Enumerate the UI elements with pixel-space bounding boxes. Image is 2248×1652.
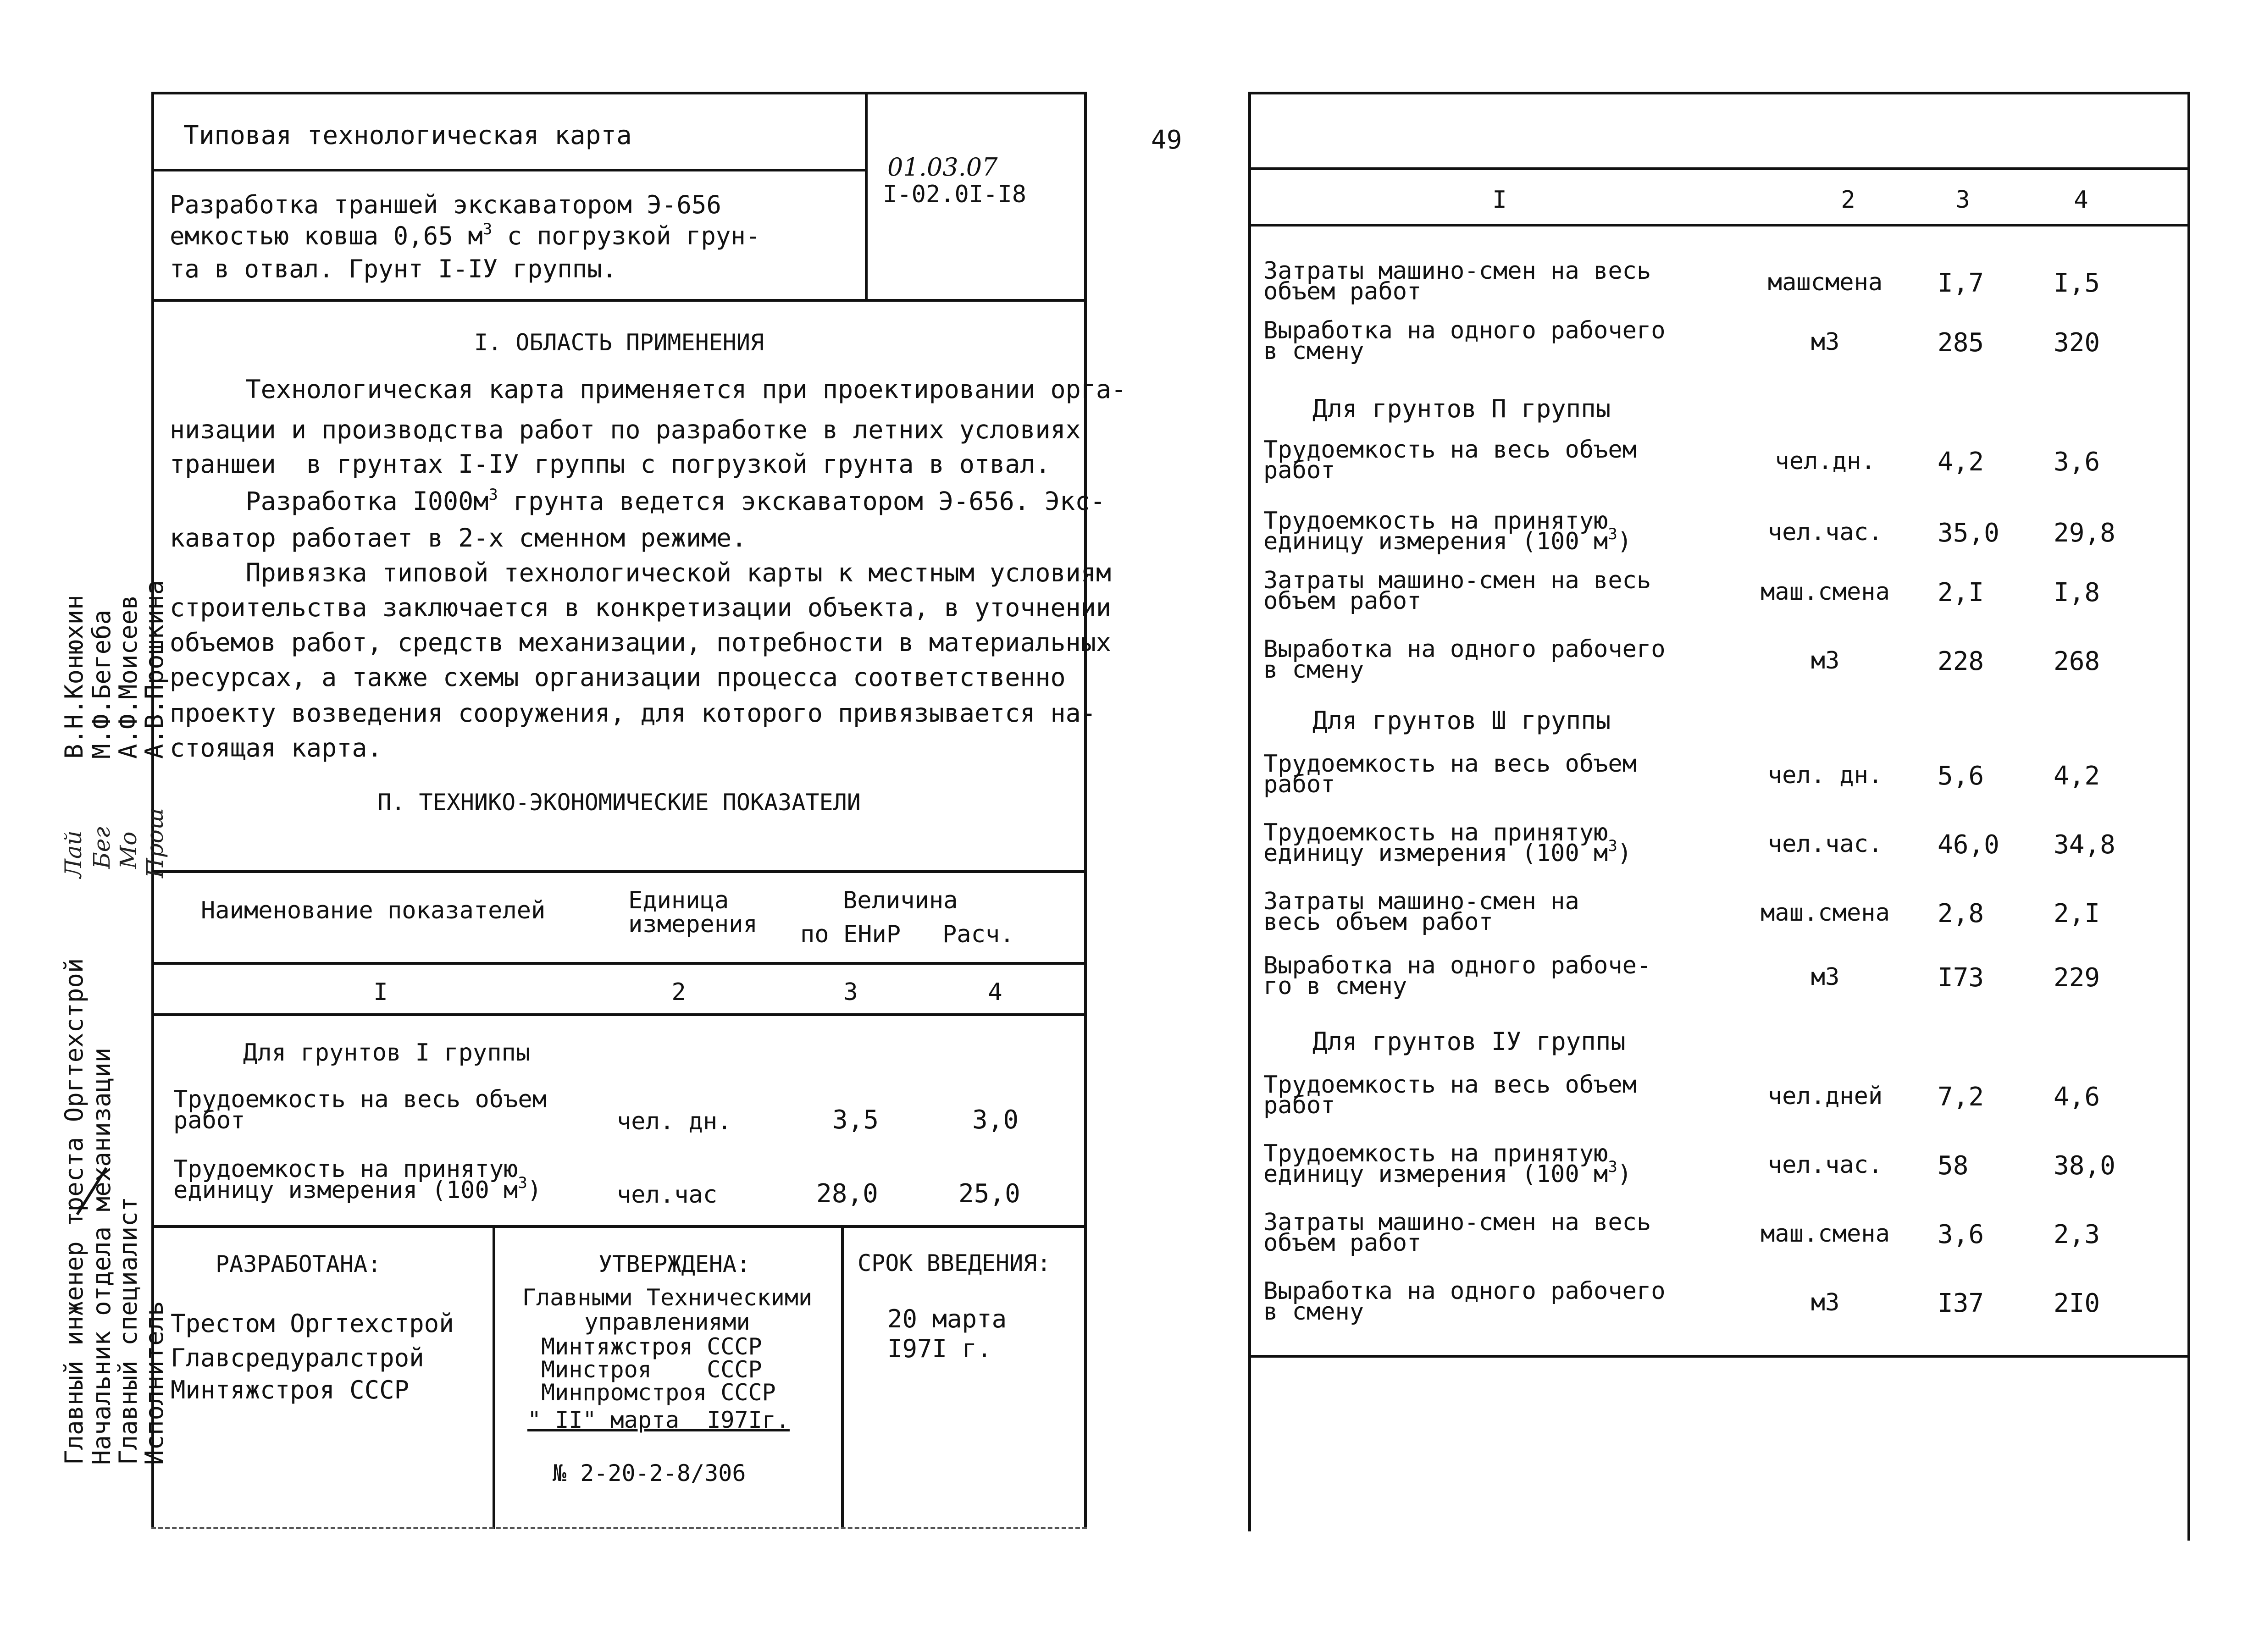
row-label-2 xyxy=(1263,837,1632,867)
group-heading: Для грунтов I группы xyxy=(243,1039,531,1066)
approved-line: управлениями xyxy=(584,1309,750,1335)
col-header-enir: по ЕНиР xyxy=(800,921,901,948)
subject-sup: 3 xyxy=(482,220,493,238)
approved-label: УТВЕРЖДЕНА: xyxy=(598,1251,751,1277)
col-number: 4 xyxy=(2074,186,2088,214)
row-enir: 58 xyxy=(1938,1151,1969,1181)
developed-label: РАЗРАБОТАНА: xyxy=(216,1251,382,1277)
section1-line: ресурсах, а также схемы организации процесса соответственно xyxy=(170,663,1066,692)
row-label-2: работ xyxy=(1263,771,1335,798)
signature-initial: Бег xyxy=(89,827,115,869)
card-code: I-02.0I-I8 xyxy=(883,181,1027,208)
row-label-1: Затраты машино-смен на xyxy=(1263,888,1579,915)
signature-initial: Мо xyxy=(115,831,142,869)
row-calc: 320 xyxy=(2054,328,2100,358)
subject-line-3: та в отвал. Грунт I-IУ группы. xyxy=(170,254,617,283)
row-label-2-pre: единицу измерения (100 м xyxy=(1263,1160,1608,1188)
right-page-header-line xyxy=(1248,167,2190,170)
row-label-2: работ xyxy=(1263,457,1335,484)
effective-label: СРОК ВВЕДЕНИЯ: xyxy=(858,1250,1051,1276)
row-calc: 268 xyxy=(2054,646,2100,676)
right-page-table-end xyxy=(1248,1355,2190,1358)
row-enir: 35,0 xyxy=(1938,518,1999,548)
signature-name: В.Н.Конюхин xyxy=(60,595,89,759)
row-label-2: объем работ xyxy=(1263,587,1422,615)
row-unit: чел. дн. xyxy=(617,1108,732,1135)
row-calc: 2,3 xyxy=(2054,1220,2100,1249)
row-label-1: Трудоемкость на принятую xyxy=(173,1155,518,1183)
developed-line: Главсредуралстрой xyxy=(171,1343,424,1372)
row-label-2-post: ) xyxy=(1617,1160,1632,1188)
row-label-2 xyxy=(1263,525,1632,555)
subject-line-1: Разработка траншей экскаватором Э-656 xyxy=(170,190,721,219)
row-label-1: Выработка на одного рабоче- xyxy=(1263,952,1651,979)
section1-line: Привязка типовой технологической карты к местным условиям xyxy=(170,558,1111,587)
row-label-1: Трудоемкость на весь объем xyxy=(1263,1071,1637,1099)
row-label-2: объем работ xyxy=(1263,278,1422,305)
row-label-1: Выработка на одного рабочего xyxy=(1263,1277,1666,1305)
col-number: 4 xyxy=(988,978,1002,1006)
row-calc: I,5 xyxy=(2054,268,2100,298)
row-unit: чел. дн. xyxy=(1767,762,1883,789)
row-enir: 4,2 xyxy=(1938,447,1984,477)
row-calc: 2I0 xyxy=(2054,1288,2100,1318)
row-label-1: Затраты машино-смен на весь xyxy=(1263,1209,1651,1236)
row-label-2: работ xyxy=(173,1107,245,1134)
row-label-2: весь объем работ xyxy=(1263,908,1493,936)
col-number: 2 xyxy=(671,978,686,1006)
col-header-unit-1: Единица xyxy=(628,887,729,914)
row-unit: маш.смена xyxy=(1761,578,1890,606)
row-calc: 4,6 xyxy=(2054,1082,2100,1112)
approved-line: Минтяжстроя СССР xyxy=(541,1333,762,1360)
col-number: 2 xyxy=(1841,186,1855,214)
section1-line4-sup: 3 xyxy=(488,486,498,504)
row-unit: м3 xyxy=(1811,647,1840,674)
col-header-name: Наименование показателей xyxy=(201,897,546,924)
group-heading: Для грунтов IУ группы xyxy=(1312,1027,1626,1056)
bottom-edge xyxy=(151,1527,1087,1529)
row-label-1: Трудоемкость на весь объем xyxy=(1263,750,1637,778)
section1-line: строительства заключается в конкретизации объекта, в уточнении xyxy=(170,593,1111,622)
row-enir: I73 xyxy=(1938,963,1984,993)
table-bottom-line xyxy=(151,1225,1087,1228)
row-label-sup: 3 xyxy=(1608,1158,1617,1176)
group-heading: Для грунтов П группы xyxy=(1312,394,1611,423)
developed-line: Минтяжстроя СССР xyxy=(171,1376,410,1404)
row-label-2: в смену xyxy=(1263,1298,1364,1326)
table-header-line xyxy=(151,962,1087,965)
row-label-2: работ xyxy=(1263,1092,1335,1119)
page-number: 49 xyxy=(1151,125,1182,155)
subject-line-2-post: с погрузкой грун- xyxy=(492,221,761,250)
section1-line: объемов работ, средств механизации, потребности в материальных xyxy=(170,628,1111,657)
section1-line4-post: грунта ведется экскаватором Э-656. Экс- xyxy=(498,486,1106,516)
row-unit: машсмена xyxy=(1767,269,1883,296)
row-calc: 2,I xyxy=(2054,899,2100,928)
row-label-2-post: ) xyxy=(1617,840,1632,867)
col-number: I xyxy=(373,978,388,1006)
row-label-2-pre: единицу измерения (100 м xyxy=(1263,528,1608,555)
section1-line: низации и производства работ по разработке в летних условиях xyxy=(170,415,1081,444)
section1-line: каватор работает в 2-х сменном режиме. xyxy=(170,523,747,553)
card-title: Типовая технологическая карта xyxy=(183,121,632,150)
row-enir: 228 xyxy=(1938,646,1984,676)
row-label-sup: 3 xyxy=(518,1174,527,1192)
col-number: I xyxy=(1492,186,1507,214)
row-calc: I,8 xyxy=(2054,578,2100,608)
right-page-numbers-line xyxy=(1248,224,2190,227)
row-label-1: Трудоемкость на принятую xyxy=(1263,507,1608,535)
row-enir: I37 xyxy=(1938,1288,1984,1318)
row-label-2: объем работ xyxy=(1263,1229,1422,1257)
col-header-unit-2: измерения xyxy=(628,911,758,938)
row-unit: чел.час. xyxy=(1767,1151,1883,1179)
right-page-right-border xyxy=(2187,92,2190,1541)
signature-name: А.Ф.Моисеев xyxy=(114,595,143,759)
row-label-2-pre: единицу измерения (100 м xyxy=(173,1177,518,1204)
subject-line-2 xyxy=(170,220,761,250)
right-page-left-border xyxy=(1248,92,1251,1531)
row-calc: 38,0 xyxy=(2054,1151,2115,1181)
developed-line: Трестом Оргтехстрой xyxy=(171,1309,454,1338)
effective-line: I97I г. xyxy=(887,1334,992,1363)
row-unit: маш.смена xyxy=(1761,1220,1890,1248)
row-label-1: Трудоемкость на принятую xyxy=(1263,1140,1608,1167)
row-enir: 46,0 xyxy=(1938,830,1999,860)
row-label-2-post: ) xyxy=(1617,528,1632,555)
row-calc: 3,0 xyxy=(972,1105,1019,1135)
row-enir: 7,2 xyxy=(1938,1082,1984,1112)
signature-block xyxy=(44,300,181,1483)
section1-line: траншеи в грунтах I-IУ группы с погрузкой грунта в отвал. xyxy=(170,449,1051,479)
row-label-2-pre: единицу измерения (100 м xyxy=(1263,840,1608,867)
row-label-2: в смену xyxy=(1263,337,1364,365)
section1-line: проекту возведения сооружения, для которого привязывается на- xyxy=(170,698,1096,728)
card-code-handwritten: 01.03.07 xyxy=(887,153,998,182)
row-enir: 2,8 xyxy=(1938,899,1984,928)
row-label-1: Затраты машино-смен на весь xyxy=(1263,567,1651,594)
row-unit: чел.дн. xyxy=(1775,448,1876,475)
row-label-sup: 3 xyxy=(1608,837,1617,855)
signature-name: М.Ф.Бегеба xyxy=(87,609,116,759)
signature-role: Начальник отдела механизации xyxy=(87,1047,116,1465)
right-page-top-border xyxy=(1248,92,2190,94)
code-cell-divider xyxy=(865,92,868,302)
approved-line: Минстроя СССР xyxy=(541,1356,762,1383)
section1-heading: I. ОБЛАСТЬ ПРИМЕНЕНИЯ xyxy=(474,329,764,356)
row-calc: 34,8 xyxy=(2054,830,2115,860)
approved-number: № 2-20-2-8/306 xyxy=(553,1460,746,1486)
section1-line4-pre: Разработка I000м xyxy=(170,486,489,516)
row-label-2: в смену xyxy=(1263,656,1364,684)
row-unit: чел.час. xyxy=(1767,830,1883,858)
row-unit: чел.час. xyxy=(1767,519,1883,546)
approved-date: " II" марта I97Iг. xyxy=(527,1407,790,1433)
col-header-value: Величина xyxy=(843,887,958,914)
row-label-2-post: ) xyxy=(527,1177,542,1204)
row-label-2 xyxy=(1263,1158,1632,1188)
col-number: 3 xyxy=(843,978,858,1006)
row-unit: м3 xyxy=(1811,963,1840,991)
row-enir: 285 xyxy=(1938,328,1984,358)
subject-line-2-pre: емкостью ковша 0,65 м xyxy=(170,221,483,250)
row-calc: 4,2 xyxy=(2054,761,2100,791)
col-number: 3 xyxy=(1955,186,1970,214)
section1-line: стоящая карта. xyxy=(170,733,382,762)
row-label-1: Трудоемкость на весь объем xyxy=(1263,436,1637,464)
row-unit: маш.смена xyxy=(1761,899,1890,927)
row-label-1: Выработка на одного рабочего xyxy=(1263,635,1666,663)
row-enir: 3,6 xyxy=(1938,1220,1984,1249)
approval-divider-1 xyxy=(493,1225,495,1529)
signature-role: Главный специалист xyxy=(114,1196,143,1465)
row-label-1: Затраты машино-смен на весь xyxy=(1263,257,1651,285)
row-unit: чел.дней xyxy=(1767,1083,1883,1110)
row-enir: 5,6 xyxy=(1938,761,1984,791)
title-divider xyxy=(151,169,867,171)
header-bottom-divider xyxy=(151,299,1087,302)
signature-name: А.В.Прошкина xyxy=(140,580,169,759)
row-label-2: го в смену xyxy=(1263,972,1407,1000)
row-label-2 xyxy=(173,1174,542,1204)
signature-initial: Лай xyxy=(60,830,87,878)
group-heading: Для грунтов Ш группы xyxy=(1312,706,1611,735)
row-calc: 25,0 xyxy=(958,1179,1020,1209)
section2-heading: П. ТЕХНИКО-ЭКОНОМИЧЕСКИЕ ПОКАЗАТЕЛИ xyxy=(377,789,861,816)
approval-divider-2 xyxy=(841,1225,844,1529)
table-numbers-line xyxy=(151,1013,1087,1016)
row-unit: м3 xyxy=(1811,328,1840,356)
row-enir: I,7 xyxy=(1938,268,1984,298)
signature-role: Исполнитель xyxy=(140,1301,169,1465)
section1-line xyxy=(170,486,1106,516)
row-label-1: Выработка на одного рабочего xyxy=(1263,317,1666,344)
row-calc: 3,6 xyxy=(2054,447,2100,477)
signature-initial: Прош xyxy=(142,807,168,878)
row-label-1: Трудоемкость на принятую xyxy=(1263,819,1608,846)
approved-line: Главными Техническими xyxy=(522,1284,813,1311)
section1-line: Технологическая карта применяется при проектировании орга- xyxy=(170,375,1127,404)
signature-role: Главный инженер треста Оргтехстрой xyxy=(60,958,89,1465)
top-border xyxy=(151,92,1087,94)
row-enir: 28,0 xyxy=(816,1179,878,1209)
row-enir: 3,5 xyxy=(832,1105,879,1135)
table-top-line xyxy=(151,870,1087,873)
row-enir: 2,I xyxy=(1938,578,1984,608)
row-label-sup: 3 xyxy=(1608,525,1617,543)
row-unit: м3 xyxy=(1811,1289,1840,1316)
row-calc: 29,8 xyxy=(2054,518,2115,548)
effective-line: 20 марта xyxy=(887,1304,1007,1333)
row-label-1: Трудоемкость на весь объем xyxy=(173,1086,547,1113)
approved-line: Минпромстроя СССР xyxy=(541,1379,776,1406)
row-calc: 229 xyxy=(2054,963,2100,993)
col-header-calc: Расч. xyxy=(942,921,1014,948)
row-unit: чел.час xyxy=(617,1181,718,1209)
